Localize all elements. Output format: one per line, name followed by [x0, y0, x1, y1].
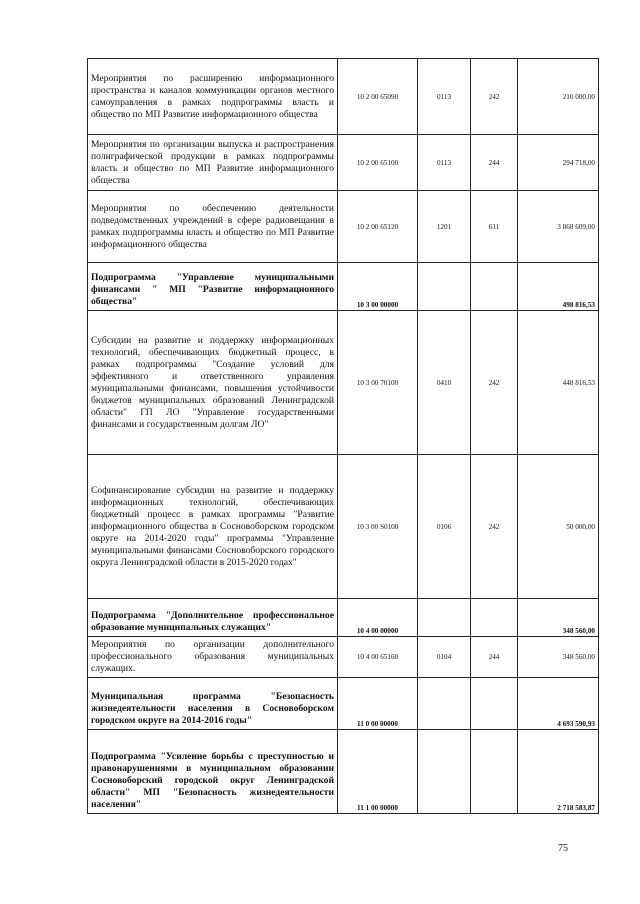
row-amount: 498 816,53 — [518, 263, 599, 311]
row-type: 242 — [471, 455, 518, 599]
row-amount: 50 000,00 — [518, 455, 599, 599]
row-csr: 10 4 00 65160 — [338, 637, 418, 678]
row-csr: 10 2 00 65100 — [338, 135, 418, 191]
row-section — [418, 678, 471, 730]
row-type — [471, 599, 518, 637]
row-amount: 2 718 583,87 — [518, 730, 599, 814]
row-section — [418, 599, 471, 637]
row-name: Софинансирование субсидии на развитие и поддержку информационных технологий, обеспечивающих бюджетный процесс в рамках программы "Развитие информационного общества в Сосновоборском городском округе на 2014-2020 годы" программы "Управление муниципальными финансами Сосновоборского городского округа Ленинградской области в 2015-2020 годах" — [88, 455, 338, 599]
row-section — [418, 730, 471, 814]
row-name: Мероприятия по расширению информационного пространства и каналов коммуникации органов местного самоуправления в рамках подпрограммы власть и общество по МП Развитие информационного общества — [88, 59, 338, 135]
row-amount: 448 816,53 — [518, 311, 599, 455]
row-amount: 210 000,00 — [518, 59, 599, 135]
row-name: Мероприятия по обеспечению деятельности подведомственных учреждений в сфере радиовещания в рамках подпрограммы власть и общество по МП Развитие информационного общества — [88, 191, 338, 263]
row-name: Подпрограмма "Усиление борьбы с преступностью и правонарушениями в муниципальном образовании Сосновоборский городской округ Ленинградской области" МП "Безопасность жизнедеятельности населения" — [88, 730, 338, 814]
row-name: Муниципальная программа "Безопасность жизнедеятельности населения в Сосновоборском городском округе на 2014-2016 годы" — [88, 678, 338, 730]
row-csr: 10 3 00 00000 — [338, 263, 418, 311]
table-row — [88, 455, 599, 599]
row-type — [471, 678, 518, 730]
table-row — [88, 678, 599, 730]
row-csr: 10 4 00 00000 — [338, 599, 418, 637]
row-type: 244 — [471, 135, 518, 191]
table-row — [88, 135, 599, 191]
table-row — [88, 311, 599, 455]
row-amount: 294 718,00 — [518, 135, 599, 191]
table-row — [88, 191, 599, 263]
table-row — [88, 599, 599, 637]
row-csr: 11 1 00 00000 — [338, 730, 418, 814]
row-section: 0104 — [418, 637, 471, 678]
page-number: 75 — [558, 843, 568, 854]
row-name: Мероприятия по организации выпуска и распространения полиграфической продукции в рамках подпрограммы власть и общество по МП Развитие информационного общества — [88, 135, 338, 191]
row-amount: 3 868 609,00 — [518, 191, 599, 263]
table-row — [88, 637, 599, 678]
row-section: 0106 — [418, 455, 471, 599]
row-type: 244 — [471, 637, 518, 678]
row-section: 0113 — [418, 135, 471, 191]
table-row — [88, 59, 599, 135]
row-type — [471, 263, 518, 311]
row-csr: 10 3 00 S0100 — [338, 455, 418, 599]
row-name: Подпрограмма "Дополнительное профессиональное образование муниципальных служащих" — [88, 599, 338, 637]
row-csr: 10 3 00 70100 — [338, 311, 418, 455]
row-amount: 4 693 590,93 — [518, 678, 599, 730]
row-name: Подпрограмма "Управление муниципальными финансами " МП "Развитие информационного общества" — [88, 263, 338, 311]
table-row — [88, 263, 599, 311]
row-section: 0410 — [418, 311, 471, 455]
row-section: 1201 — [418, 191, 471, 263]
row-section: 0113 — [418, 59, 471, 135]
row-type: 611 — [471, 191, 518, 263]
row-section — [418, 263, 471, 311]
row-type — [471, 730, 518, 814]
row-csr: 10 2 00 65090 — [338, 59, 418, 135]
table-row — [88, 730, 599, 814]
row-amount: 348 560,00 — [518, 637, 599, 678]
row-name: Мероприятия по организации дополнительного профессионального образования муниципальных служащих. — [88, 637, 338, 678]
row-csr: 10 2 00 65120 — [338, 191, 418, 263]
row-type: 242 — [471, 59, 518, 135]
row-csr: 11 0 00 00000 — [338, 678, 418, 730]
budget-table — [87, 58, 599, 814]
row-name: Субсидии на развитие и поддержку информационных технологий, обеспечивающих бюджетный процесс, в рамках подпрограммы "Создание условий для эффективного и ответственного управления муниципальными финансами, повышения устойчивости бюджетов муниципальных образований Ленинградской области" ГП ЛО "Управление государственными финансами и государственным долгам ЛО" — [88, 311, 338, 455]
row-amount: 348 560,00 — [518, 599, 599, 637]
row-type: 242 — [471, 311, 518, 455]
